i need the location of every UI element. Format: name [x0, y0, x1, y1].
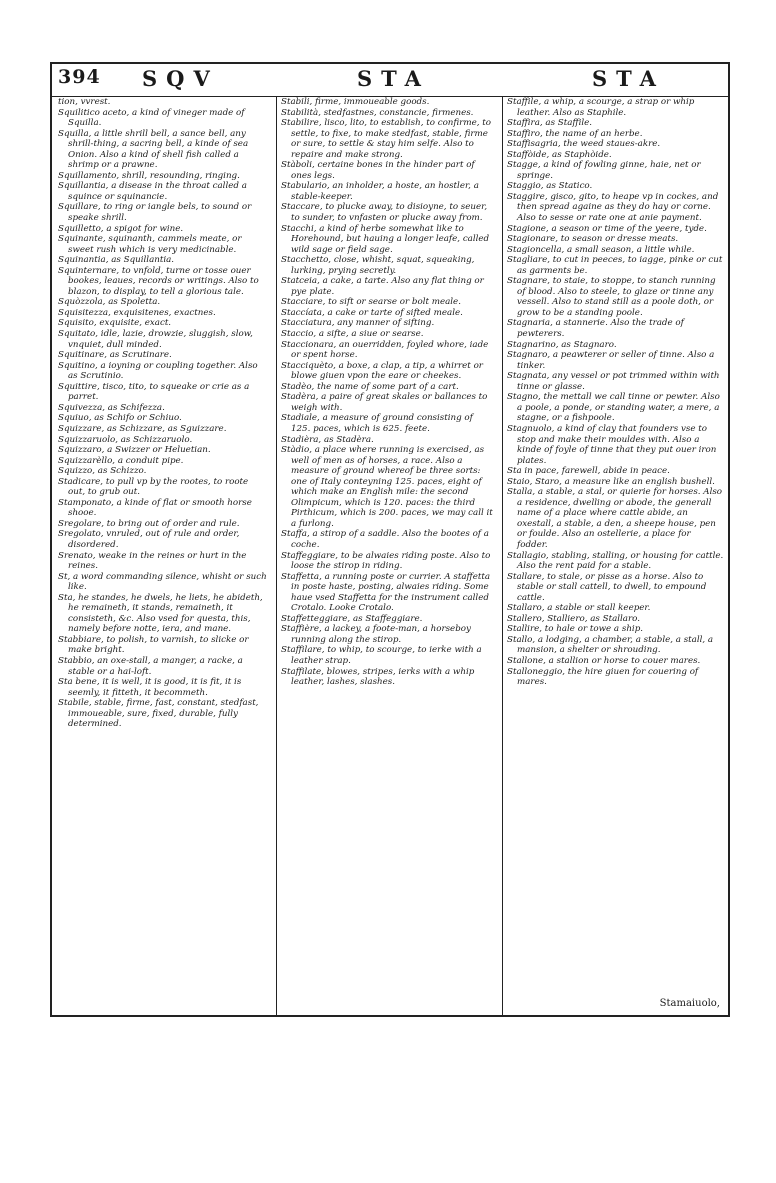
dictionary-entry: Staccionara, an ouerridden, foyled whore, iade or spent horse. [281, 339, 489, 361]
dictionary-entry: Stacchetto, close, whisht, squat, squeaking, lurking, prying secretly. [281, 255, 475, 276]
dictionary-entry: Squinternare, to vnfold, turne or tosse ouer bookes, leaues, records or writings. Also to blazon, to display, to tell a glorious tale. [58, 265, 259, 297]
dictionary-entry: Sta, he standes, he dwels, he liets, he abideth, he remaineth, it stands, remaineth, it consisteth, &c. Also vsed for questa, this, namely before notte, iera, and mane. [58, 592, 263, 635]
dictionary-entry: Squizzaruolo, as Schizzaruolo. [58, 434, 193, 445]
dictionary-entry: Squivezza, as Schifezza. [58, 402, 165, 413]
dictionary-entry: Stagione, a season or time of the yeere, tyde. [507, 223, 707, 234]
dictionary-entry: Staggio, as Statico. [507, 181, 593, 192]
dictionary-entry: Stacciatura, any manner of sifting. [281, 318, 435, 329]
dictionary-page [50, 62, 730, 1017]
dictionary-entry: Staffiro, the name of an herbe. [507, 128, 643, 139]
dictionary-entry: Stallo, a lodging, a chamber, a stable, a stall, a mansion, a shelter or shrouding. [507, 634, 714, 656]
dictionary-entry: Stacciquèto, a boxe, a clap, a tip, a whirret or blowe giuen vpon the eare or cheekes. [281, 360, 483, 382]
dictionary-entry: Srenato, weake in the reines or hurt in the reines. [58, 550, 247, 572]
dictionary-entry: Squillantia, a disease in the throat called a squince or squinancie. [58, 181, 247, 202]
dictionary-entry: Squilla, a little shrill bell, a sance bell, any shrill-thing, a sacring bell, a kinde of sea Onion. Also a kind of shell fish called a shrimp or a prawne. [58, 128, 249, 171]
catchword: Stamaiuolo, [659, 998, 720, 1009]
dictionary-entry: Sregolato, vnruled, out of rule and order, disordered. [58, 529, 240, 550]
dictionary-entry: Staffòide, as Staphòide. [507, 149, 612, 160]
dictionary-entry: Stagnarino, as Stagnaro. [507, 339, 617, 350]
dictionary-entry: Stagnata, any vessel or pot trimmed within with tinne or glasse. [507, 371, 720, 392]
dictionary-entry: Stacchi, a kind of herbe somewhat like to Horehound, but hauing a longer leafe, called wild sage or field sage. [281, 223, 490, 255]
dictionary-entry: Stagnare, to staie, to stoppe, to stanch running of blood. Also to steele, to glaze or tinne any vessell. Also to stand still as a poole doth, or grow to be a standing poole. [507, 276, 716, 318]
dictionary-entry: Staffa, a stirop of a saddle. Also the bootes of a coche. [281, 529, 489, 550]
dictionary-entry: Stabilità, stedfastnes, constancie, firmenes. [281, 107, 474, 118]
dictionary-entry: Stabbio, an oxe-stall, a manger, a racke, a stable or a hai-loft. [58, 655, 243, 677]
dictionary-entry: Staffilare, to whip, to scourge, to ierke with a leather strap. [281, 645, 482, 666]
dictionary-entry: Squizzarèllo, a conduit pipe. [58, 455, 184, 466]
dictionary-entry: Squilitico aceto, a kind of vineger made of Squilla. [58, 107, 245, 129]
header-right: STA [592, 66, 665, 91]
dictionary-entry: Stabilire, lisco, lito, to establish, to confirme, to settle, to fixe, to make stedfast, stable, firme or sure, to settle & stay him selfe. Also to repaire and make strong. [281, 118, 491, 160]
dictionary-entry: Stallire, to hale or towe a ship. [507, 624, 644, 635]
dictionary-entry: Staio, Staro, a measure like an english bushell. [507, 476, 715, 487]
dictionary-entry: Stadiale, a measure of ground consisting of 125. paces, which is 625. feete. [281, 413, 473, 434]
dictionary-entry: Squinantia, as Squillantia. [58, 255, 175, 266]
dictionary-entry: Staccare, to plucke away, to disioyne, to seuer, to sunder, to vnfasten or plucke away from. [281, 202, 488, 224]
dictionary-entry: Staccíata, a cake or tarte of sifted meale. [281, 307, 463, 318]
dictionary-entry: Stagge, a kind of fowling ginne, haie, net or springe. [507, 160, 701, 181]
dictionary-entry: Stabile, stable, firme, fast, constant, stedfast, immoueable, sure, fixed, durable, fully determined. [58, 698, 259, 730]
dictionary-entry: Sta in pace, farewell, abide in peace. [507, 466, 670, 477]
dictionary-entry: Stadèra, a paire of great skales or ballances to weigh with. [281, 392, 488, 413]
dictionary-entry: Stagnaria, a stannerie. Also the trade of pewterers. [507, 318, 684, 340]
column-1 [54, 97, 272, 1017]
dictionary-entry: Squillare, to ring or iangle bels, to sound or speake shrill. [58, 202, 252, 224]
dictionary-entry: Squisito, exquisite, exact. [58, 318, 172, 329]
dictionary-entry: Stallagio, stabling, stalling, or housing for cattle. Also the rent paid for a stable. [507, 550, 724, 572]
dictionary-entry: Stagionare, to season or dresse meats. [507, 234, 679, 245]
dictionary-entry: Stallero, Stalliero, as Stallaro. [507, 613, 640, 624]
dictionary-entry: Sregolare, to bring out of order and rule. [58, 518, 240, 529]
dictionary-entry: Stàdio, a place where running is exercised, as well of men as of horses, a race. Also a measure of ground whereof be three sorts: one of Italy conteyning 125. paces, eight of which make an English mile: the second Olimpicum, which is 120. paces: the third Pirthicum, which is 200. paces, we may call it a furlong. [281, 445, 493, 529]
dictionary-entry: Stalla, a stable, a stal, or quierie for horses. Also a residence, dwelling or abode, the generall name of a place where cattle abide, an oxestall, a stable, a den, a sheepe house, pen or foulde. Also an ostellerie, a place for fodder. [507, 487, 723, 550]
dictionary-entry: Stagnaro, a peawterer or seller of tinne. Also a tinker. [507, 350, 715, 371]
dictionary-entry: Staffeggiare, to be alwaies riding poste. Also to loose the stirop in riding. [281, 550, 491, 572]
dictionary-entry: Squillamento, shrill, resounding, ringing. [58, 170, 240, 181]
dictionary-entry: Squizzaro, a Swizzer or Heluetian. [58, 445, 211, 456]
dictionary-entry: Squòzzola, as Spoletta. [58, 297, 161, 308]
dictionary-entry: Squiuo, as Schifo or Schiuo. [58, 413, 182, 424]
dictionary-entry: Squizzo, as Schizzo. [58, 466, 147, 477]
running-header [52, 64, 728, 97]
dictionary-entry: Staffira, as Staffile. [507, 118, 593, 129]
dictionary-entry: Staffetta, a running poste or currier. A staffetta in poste haste, posting, alwaies riding. Some haue vsed Staffetta for the instrument called Crotalo. Looke Crotalo. [281, 571, 490, 614]
dictionary-entry: Stacciare, to sift or searse or bolt meale. [281, 297, 461, 308]
dictionary-entry: Staffilate, blowes, stripes, ierks with a whip leather, lashes, slashes. [281, 666, 475, 688]
column-2 [276, 97, 498, 1017]
column-3 [502, 97, 728, 1017]
dictionary-entry: Staffile, a whip, a scourge, a strap or whip leather. Also as Staphile. [507, 97, 695, 118]
dictionary-entry: Sta bene, it is well, it is good, it is fit, it is seemly, it fitteth, it becommeth. [58, 677, 242, 698]
dictionary-entry: Stagliare, to cut in peeces, to iagge, pinke or cut as garments be. [507, 255, 723, 276]
dictionary-entry: Stàboli, certaine bones in the hinder part of ones legs. [281, 160, 475, 181]
dictionary-entry: Stagno, the mettall we call tinne or pewter. Also a poole, a ponde, or standing water, a mere, a stagne, or a fishpoole. [507, 392, 720, 424]
dictionary-entry: Squisitezza, exquisitenes, exactnes. [58, 307, 216, 318]
dictionary-entry: Squitino, a ioyning or coupling together. Also as Scrutinio. [58, 360, 258, 382]
header-left: SQV [142, 66, 219, 91]
dictionary-entry: Squittire, tisco, tito, to squeake or crie as a parret. [58, 381, 250, 403]
dictionary-entry: Statceia, a cake, a tarte. Also any flat thing or pye plate. [281, 276, 484, 297]
dictionary-entry: Squitinare, as Scrutinare. [58, 350, 172, 361]
dictionary-entry: Stagioncella, a small season, a little while. [507, 244, 695, 255]
dictionary-entry: Squilletto, a spigot for wine. [58, 223, 184, 234]
dictionary-entry: Staggire, gisco, gito, to heape vp in cockes, and then spread againe as they do hay or corne. Also to sesse or rate one at anie payment. [507, 191, 719, 224]
dictionary-entry: Squinante, squinanth, cammels meate, or sweet rush which is very medicinable. [58, 234, 242, 255]
dictionary-entry: Staffetteggiare, as Staffeggiare. [281, 613, 423, 624]
dictionary-entry: Stadièra, as Stadèra. [281, 434, 374, 445]
dictionary-entry: Staffisagria, the weed staues-akre. [507, 139, 661, 150]
dictionary-entry: St, a word commanding silence, whisht or such like. [58, 571, 267, 593]
dictionary-entry: Staccio, a sifte, a siue or searse. [281, 329, 424, 340]
dictionary-entry: Staffière, a lackey, a foote-man, a horseboy running along the stirop. [281, 624, 471, 645]
dictionary-entry: Stabbiare, to polish, to varnish, to slicke or make bright. [58, 634, 249, 656]
dictionary-entry: Stabili, firme, immoueable goods. [281, 97, 430, 107]
dictionary-entry: Stadicare, to pull vp by the rootes, to roote out, to grub out. [58, 476, 249, 498]
dictionary-entry: tion, vvrest. [58, 97, 111, 107]
dictionary-entry: Stallone, a stallion or horse to couer mares. [507, 655, 701, 666]
dictionary-entry: Squitato, idle, lazie, drowzie, sluggish, slow, vnquiet, dull minded. [58, 329, 253, 350]
header-center: STA [357, 66, 430, 91]
dictionary-entry: Stadèo, the name of some part of a cart. [281, 381, 459, 392]
dictionary-entry: Stabulario, an inholder, a hoste, an hostler, a stable-keeper. [281, 181, 479, 202]
dictionary-entry: Stamponato, a kinde of flat or smooth horse shooe. [58, 497, 252, 519]
dictionary-entry: Squizzare, as Schizzare, as Sguizzare. [58, 423, 227, 434]
dictionary-entry: Stallare, to stale, or pisse as a horse. Also to stable or stall cattell, to dwell, to empound cattle. [507, 571, 707, 603]
page-number: 394 [58, 66, 101, 88]
dictionary-entry: Stagnuolo, a kind of clay that founders vse to stop and make their mouldes with. Also a kinde of foyle of tinne that they put ouer iron plates. [507, 423, 717, 466]
dictionary-entry: Stalloneggio, the hire giuen for couering of mares. [507, 666, 699, 688]
dictionary-entry: Stallaro, a stable or stall keeper. [507, 603, 651, 614]
